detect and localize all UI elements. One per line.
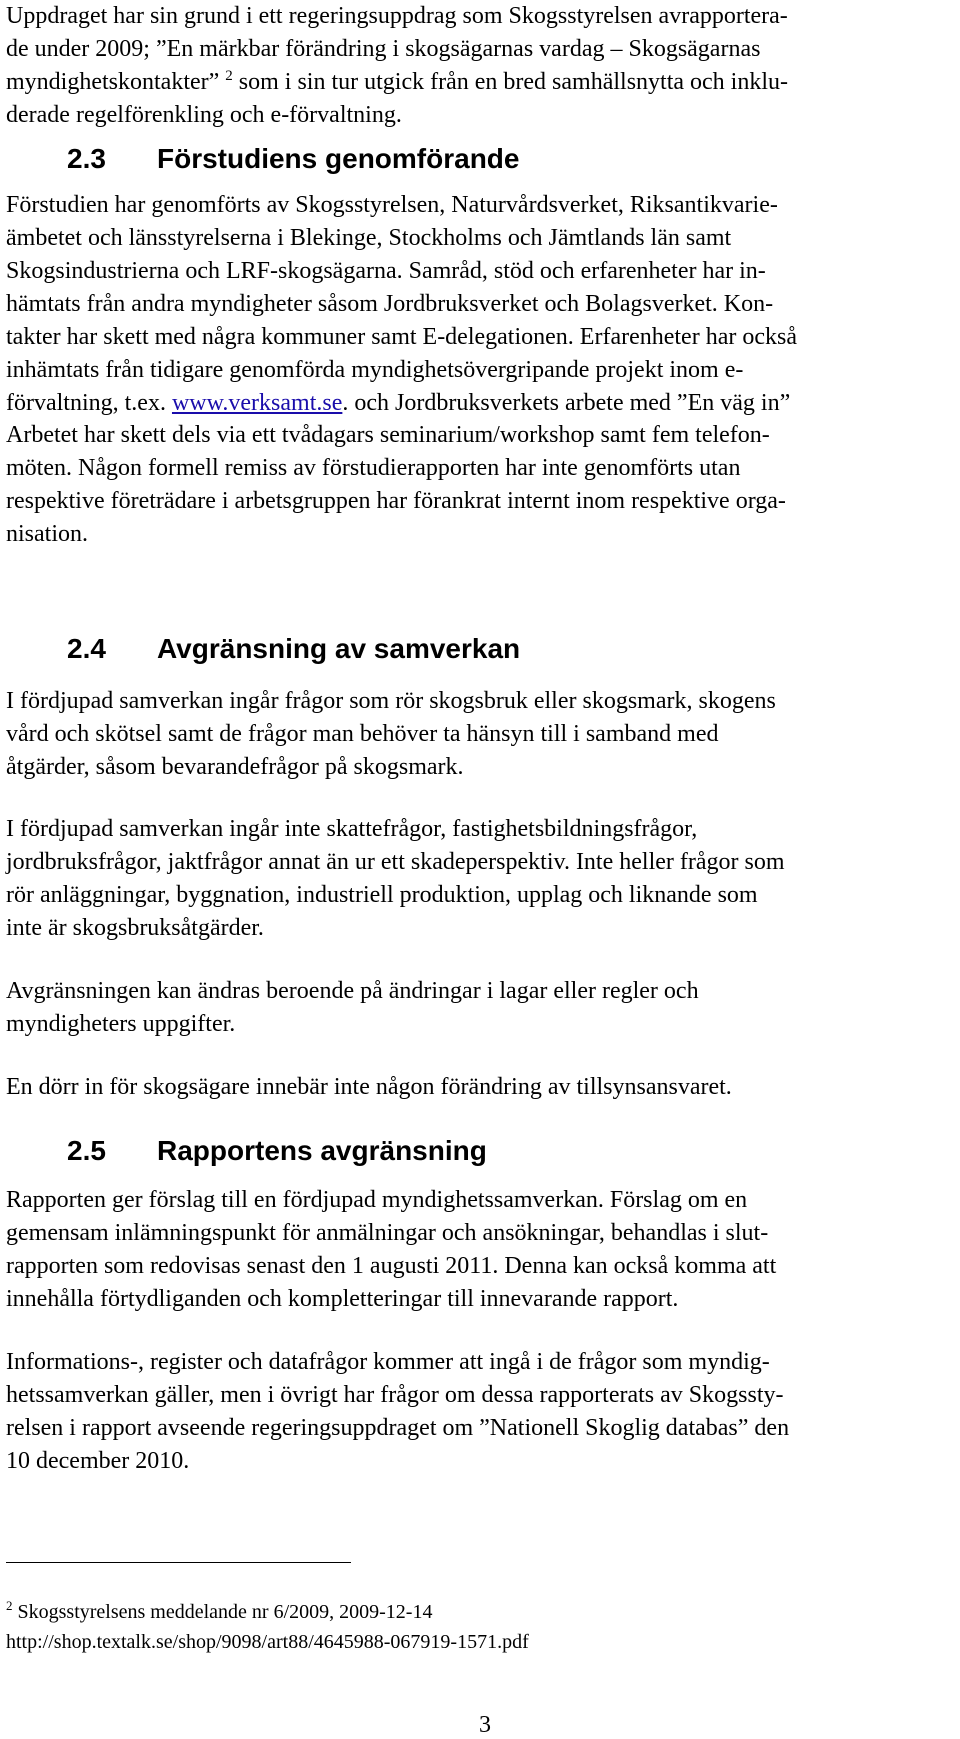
intro-paragraph (6, 0, 956, 132)
section-title: Avgränsning av samverkan (157, 633, 521, 664)
text-line: gemensam inlämningspunkt för anmälningar och ansökningar, behandlas i slut- (6, 1220, 769, 1246)
text-line: jordbruksfrågor, jaktfrågor annat än ur ett skadeperspektiv. Inte heller frågor som (6, 849, 785, 875)
text-line: innehålla förtydliganden och kompletteringar till innevarande rapport. (6, 1286, 679, 1312)
text-line: inte är skogsbruksåtgärder. (6, 915, 264, 941)
text-line: derade regelförenkling och e-förvaltning. (6, 102, 402, 128)
text-line: hämtats från andra myndigheter såsom Jordbruksverket och Bolagsverket. Kon- (6, 291, 774, 317)
text-line: En dörr in för skogsägare innebär inte någon förändring av tillsynsansvaret. (6, 1074, 732, 1100)
text-line: relsen i rapport avseende regeringsuppdraget om ”Nationell Skoglig databas” den (6, 1415, 790, 1441)
text-line (6, 387, 956, 420)
text-line: Uppdraget har sin grund i ett regeringsuppdrag som Skogsstyrelsen avrapportera- (6, 3, 788, 29)
section-title: Rapportens avgränsning (157, 1135, 487, 1166)
footnote-reference[interactable]: 2 (225, 68, 233, 84)
text-line: I fördjupad samverkan ingår inte skattefrågor, fastighetsbildningsfrågor, (6, 816, 698, 842)
text-fragment: myndighetskontakter” (6, 69, 220, 95)
text-line: möten. Någon formell remiss av förstudierapporten har inte genomförts utan (6, 455, 741, 481)
section-heading-2-4 (67, 631, 520, 667)
section-2-4-paragraph-2 (6, 813, 956, 945)
text-line: åtgärder, såsom bevarandefrågor på skogsmark. (6, 754, 464, 780)
text-line: Skogsindustrierna och LRF-skogsägarna. Samråd, stöd och erfarenheter har in- (6, 258, 766, 284)
text-line: Informations-, register och datafrågor kommer att ingå i de frågor som myndig- (6, 1349, 770, 1375)
text-line (6, 66, 956, 99)
text-line: myndigheters uppgifter. (6, 1011, 236, 1037)
text-line: ämbetet och länsstyrelserna i Blekinge, Stockholms och Jämtlands län samt (6, 225, 732, 251)
section-2-5-paragraph-2 (6, 1346, 956, 1478)
section-number: 2.3 (67, 143, 106, 174)
text-line: respektive företrädare i arbetsgruppen har förankrat internt inom respektive orga- (6, 488, 786, 514)
footnote-text: Skogsstyrelsens meddelande nr 6/2009, 2009-12-14 (17, 1601, 433, 1623)
text-line: Rapporten ger förslag till en fördjupad myndighetssamverkan. Förslag om en (6, 1187, 748, 1213)
section-2-3-paragraph-1 (6, 189, 956, 420)
section-heading-2-3 (67, 141, 519, 177)
text-line: rör anläggningar, byggnation, industriell produktion, upplag och liknande som (6, 882, 758, 908)
text-line: takter har skett med några kommuner samt E-delegationen. Erfarenheter har också (6, 324, 797, 350)
section-2-4-paragraph-1 (6, 685, 956, 784)
text-line: I fördjupad samverkan ingår frågor som rör skogsbruk eller skogsmark, skogens (6, 688, 776, 714)
section-heading-2-5 (67, 1133, 487, 1169)
text-fragment: som i sin tur utgick från en bred samhällsnytta och inklu- (238, 69, 789, 95)
text-line: Avgränsningen kan ändras beroende på ändringar i lagar eller regler och (6, 978, 699, 1004)
section-2-3-paragraph-2 (6, 419, 956, 551)
text-line: inhämtats från tidigare genomförda myndighetsövergripande projekt inom e- (6, 357, 744, 383)
text-line: de under 2009; ”En märkbar förändring i skogsägarnas vardag – Skogsägarnas (6, 36, 761, 62)
text-fragment: . och Jordbruksverkets arbete med ”En väg in” (342, 390, 791, 416)
text-line: hetssamverkan gäller, men i övrigt har frågor om dessa rapporterats av Skogssty- (6, 1382, 784, 1408)
text-line: vård och skötsel samt de frågor man behöver ta hänsyn till i samband med (6, 721, 719, 747)
section-number: 2.4 (67, 633, 106, 664)
text-line: rapporten som redovisas senast den 1 augusti 2011. Denna kan också komma att (6, 1253, 777, 1279)
verksamt-link[interactable]: www.verksamt.se (171, 390, 343, 416)
section-title: Förstudiens genomförande (157, 143, 520, 174)
section-2-4-paragraph-3 (6, 975, 956, 1041)
text-line: 10 december 2010. (6, 1448, 190, 1474)
text-line: Förstudien har genomförts av Skogsstyrelsen, Naturvårdsverket, Riksantikvarie- (6, 192, 778, 218)
footnote-separator (6, 1562, 351, 1563)
page-number: 3 (479, 1712, 491, 1738)
text-fragment: förvaltning, t.ex. (6, 390, 166, 416)
text-line: nisation. (6, 521, 88, 547)
text-line: Arbetet har skett dels via ett tvådagars seminarium/workshop samt fem telefon- (6, 422, 770, 448)
section-2-5-paragraph-1 (6, 1184, 956, 1316)
section-number: 2.5 (67, 1135, 106, 1166)
footnote-url[interactable]: http://shop.textalk.se/shop/9098/art88/4645988-067919-1571.pdf (6, 1631, 529, 1653)
footnote-1 (6, 1598, 956, 1626)
section-2-4-paragraph-4 (6, 1071, 956, 1104)
footnote-number: 2 (6, 1598, 13, 1613)
